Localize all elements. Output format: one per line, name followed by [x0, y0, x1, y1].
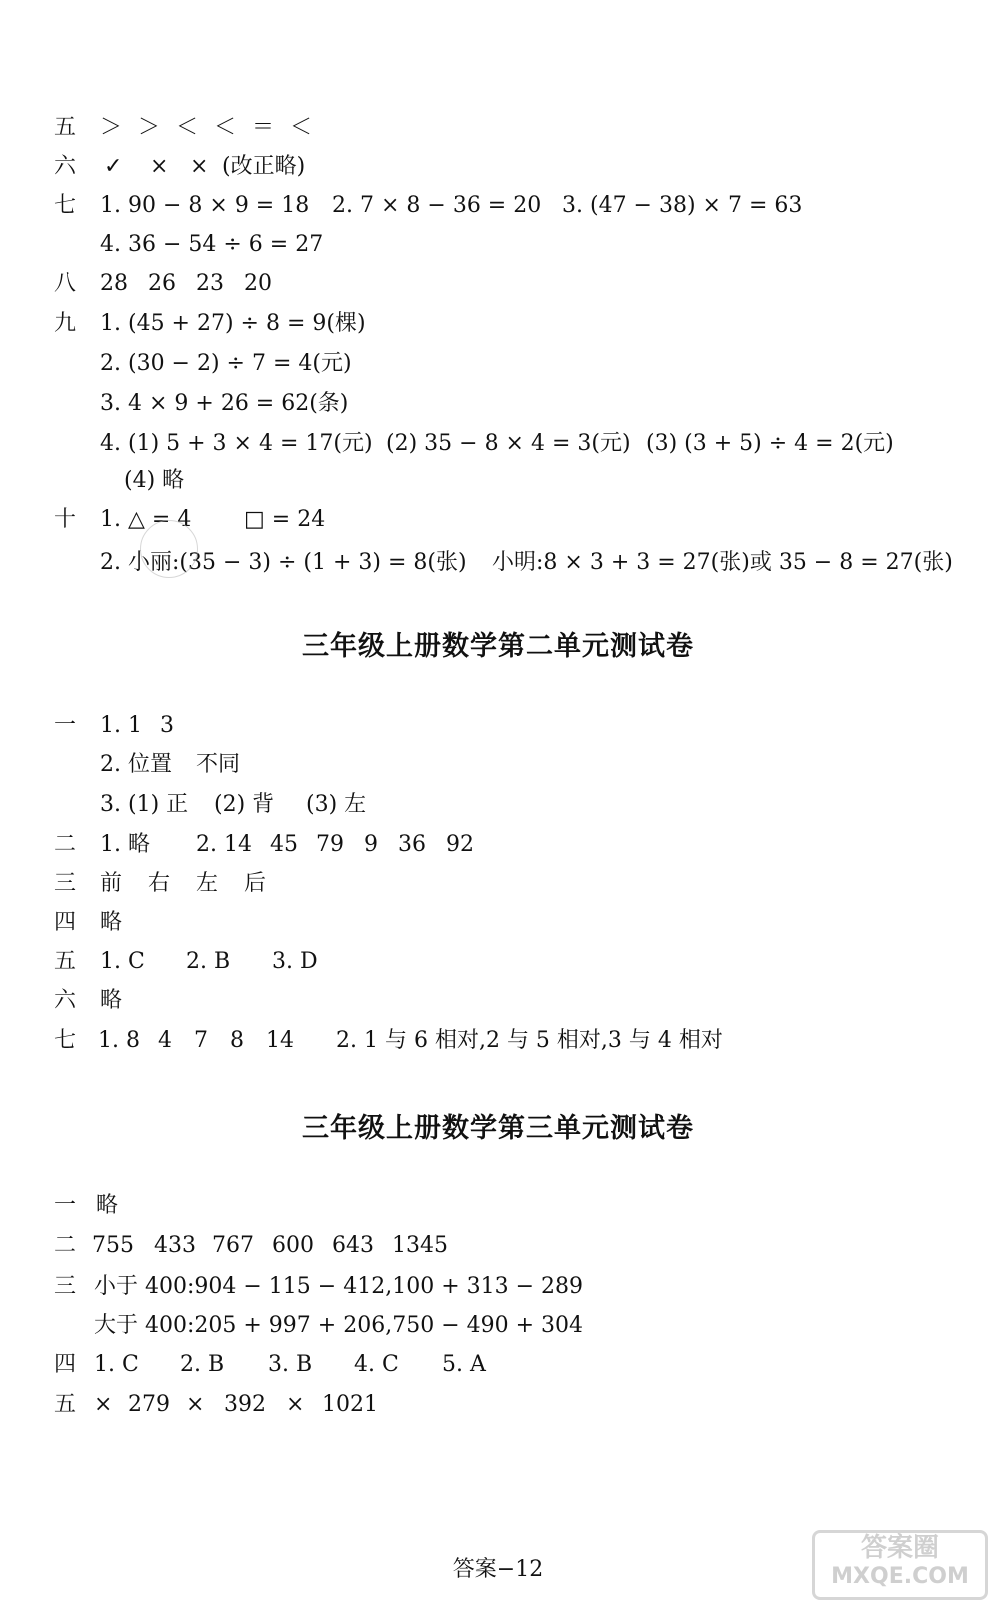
question-label: 三 — [54, 1274, 77, 1299]
answer-item: 5. A — [442, 1352, 486, 1377]
answer-item: 92 — [446, 832, 474, 857]
answer-row-4 — [0, 903, 996, 943]
answer-item: 2. 小丽:(35 − 3) ÷ (1 + 3) = 8(张) — [100, 550, 467, 575]
answer-item: 4. (1) 5 + 3 × 4 = 17(元) — [100, 431, 373, 456]
question-label: 五 — [54, 949, 77, 974]
answer-item: (2) 背 — [214, 792, 275, 817]
answer-item: 28 — [100, 271, 128, 296]
answer-row-9-cont — [0, 344, 996, 384]
answer-item: 79 — [316, 832, 344, 857]
watermark-url: MXQE.COM — [831, 1564, 969, 1589]
answer-item: × — [94, 1392, 113, 1417]
stamp-mark — [140, 520, 198, 578]
answer-item: 2. 7 × 8 − 36 = 20 — [332, 193, 542, 218]
question-label: 十 — [54, 507, 77, 532]
answer-item: × — [286, 1392, 305, 1417]
answer-item: 7 — [194, 1028, 208, 1053]
question-label: 七 — [54, 193, 77, 218]
answer-item: 1. C — [94, 1352, 139, 1377]
answer-item: 1021 — [322, 1392, 378, 1417]
question-label: 六 — [54, 154, 77, 179]
answer-item: 1345 — [392, 1233, 448, 1258]
answer-item: 1. 1 — [100, 713, 142, 738]
watermark-text: 答案圈 — [860, 1533, 939, 1563]
answer-item: ＜ — [290, 115, 313, 140]
answer-row-6 — [0, 147, 996, 187]
answer-item: 392 — [224, 1392, 266, 1417]
answer-row-3 — [0, 864, 996, 904]
answer-item: 略 — [100, 910, 123, 935]
answer-row-1 — [0, 1186, 996, 1226]
answer-item: 4. 36 − 54 ÷ 6 = 27 — [100, 232, 324, 257]
answer-row-9-cont — [0, 424, 996, 464]
question-label: 一 — [54, 1193, 77, 1218]
answer-item: ＜ — [214, 115, 237, 140]
answer-item: (2) 35 − 8 × 4 = 3(元) — [386, 431, 631, 456]
answer-row-7 — [0, 1021, 996, 1061]
answer-row-4 — [0, 1345, 996, 1385]
answer-item: ＞ — [100, 115, 123, 140]
section-title-unit-3: 三年级上册数学第三单元测试卷 — [302, 1113, 694, 1144]
answer-item: ✓ — [104, 154, 123, 179]
answer-item: ＜ — [176, 115, 199, 140]
question-label: 六 — [54, 988, 77, 1013]
answer-item: 755 — [92, 1233, 134, 1258]
answer-item: 14 — [266, 1028, 294, 1053]
answer-row-1-cont — [0, 745, 996, 785]
answer-row-7-cont — [0, 225, 996, 265]
answer-row-3-cont — [0, 1306, 996, 1346]
answer-row-9-cont — [0, 461, 996, 501]
answer-item: 2. 1 与 6 相对,2 与 5 相对,3 与 4 相对 — [336, 1028, 723, 1053]
answer-item: (3) (3 + 5) ÷ 4 = 2(元) — [646, 431, 894, 456]
answer-item: × — [190, 154, 209, 179]
page-number: 答案−12 — [452, 1557, 544, 1582]
answer-item: 3. (1) 正 — [100, 792, 189, 817]
answer-item: 小明:8 × 3 + 3 = 27(张)或 35 − 8 = 27(张) — [492, 550, 953, 575]
question-label: 八 — [54, 271, 77, 296]
answer-item: ＞ — [138, 115, 161, 140]
answer-item: 1. C — [100, 949, 145, 974]
answer-item: × — [150, 154, 169, 179]
answer-item: 2. B — [180, 1352, 225, 1377]
answer-item: 1. 8 — [98, 1028, 140, 1053]
answer-row-3 — [0, 1267, 996, 1307]
question-label: 七 — [54, 1028, 77, 1053]
answer-row-5 — [0, 1385, 996, 1425]
answer-row-5 — [0, 108, 996, 148]
answer-item: 279 — [128, 1392, 170, 1417]
answer-item: 3. B — [268, 1352, 313, 1377]
answer-row-8 — [0, 264, 996, 304]
answer-item: (改正略) — [222, 154, 306, 179]
answer-item: 略 — [96, 1193, 119, 1218]
question-label: 二 — [54, 1233, 77, 1258]
answer-row-5 — [0, 942, 996, 982]
answer-item: 3. D — [272, 949, 318, 974]
watermark-logo — [812, 1530, 988, 1600]
answer-row-1-cont — [0, 785, 996, 825]
answer-item: □ = 24 — [244, 507, 326, 532]
answer-item: 23 — [196, 271, 224, 296]
answer-item: 3. (47 − 38) × 7 = 63 — [562, 193, 803, 218]
question-label: 二 — [54, 832, 77, 857]
answer-item: 643 — [332, 1233, 374, 1258]
answer-item: 2. B — [186, 949, 231, 974]
answer-item: 小于 400:904 − 115 − 412,100 + 313 − 289 — [94, 1274, 584, 1299]
answer-item: 前 — [100, 871, 123, 896]
question-label: 一 — [54, 713, 77, 738]
question-label: 三 — [54, 871, 77, 896]
answer-row-6 — [0, 981, 996, 1021]
answer-row-7 — [0, 186, 996, 226]
answer-item: 2. (30 − 2) ÷ 7 = 4(元) — [100, 351, 352, 376]
answer-item: × — [186, 1392, 205, 1417]
answer-item: 1. (45 + 27) ÷ 8 = 9(棵) — [100, 311, 366, 336]
answer-row-9-cont — [0, 384, 996, 424]
answer-item: 26 — [148, 271, 176, 296]
answer-item: 不同 — [196, 752, 241, 777]
answer-item: (4) 略 — [124, 468, 185, 493]
section-title-unit-2: 三年级上册数学第二单元测试卷 — [302, 631, 694, 662]
answer-item: 767 — [212, 1233, 254, 1258]
answer-item: 20 — [244, 271, 272, 296]
answer-item: (3) 左 — [306, 792, 367, 817]
question-label: 四 — [54, 1352, 77, 1377]
answer-item: 左 — [196, 871, 219, 896]
answer-item: 1. 略 — [100, 832, 150, 857]
answer-row-2 — [0, 1226, 996, 1266]
answer-item: 45 — [270, 832, 298, 857]
answer-item: 大于 400:205 + 997 + 206,750 − 490 + 304 — [94, 1313, 584, 1338]
answer-item: 2. 位置 — [100, 752, 172, 777]
answer-item: 600 — [272, 1233, 314, 1258]
question-label: 五 — [54, 1392, 77, 1417]
answer-item: 2. 14 — [196, 832, 252, 857]
answer-item: 3 — [160, 713, 174, 738]
answer-item: 4. C — [354, 1352, 399, 1377]
answer-item: 右 — [148, 871, 171, 896]
question-label: 四 — [54, 910, 77, 935]
answer-item: 1. △ = 4 — [100, 507, 192, 532]
question-label: 九 — [54, 311, 77, 336]
answer-row-1 — [0, 706, 996, 746]
answer-row-2 — [0, 825, 996, 865]
answer-item: 略 — [100, 988, 123, 1013]
answer-row-9 — [0, 304, 996, 344]
answer-item: 1. 90 − 8 × 9 = 18 — [100, 193, 310, 218]
answer-item: ＝ — [252, 115, 275, 140]
answer-item: 9 — [364, 832, 378, 857]
answer-item: 后 — [244, 871, 267, 896]
question-label: 五 — [54, 115, 77, 140]
answer-item: 433 — [154, 1233, 196, 1258]
answer-item: 3. 4 × 9 + 26 = 62(条) — [100, 391, 349, 416]
answer-item: 8 — [230, 1028, 244, 1053]
answer-item: 4 — [158, 1028, 172, 1053]
answer-item: 36 — [398, 832, 426, 857]
